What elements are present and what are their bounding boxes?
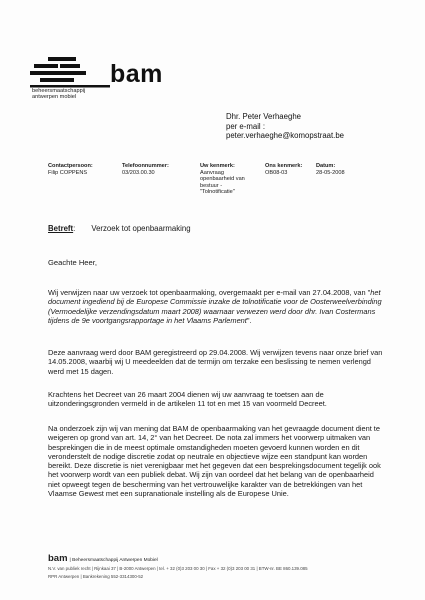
footer-bank-details: RPR Antwerpen | Bankrekening 552-3314300-52 [48, 574, 144, 579]
subject-line: Betreft: Verzoek tot openbaarmaking [48, 224, 191, 233]
salutation: Geachte Heer, [48, 258, 97, 267]
ref-your-reference: Uw kenmerk: Aanvraag openbaarheid van bestuur - "Tolnotificatie" [200, 163, 245, 196]
subject-label: Betreft [48, 224, 74, 233]
ref-phone: Telefoonnummer: 03/203.00.30 [122, 163, 169, 176]
recipient-via: per e-mail : [226, 121, 265, 131]
paragraph-3: Krachtens het Decreet van 26 maart 2004 dienen wij uw aanvraag te toetsen aan de uitzonderingsgronden vermeld in de artikelen 11 tot en met 15 van voormeld Decreet. [48, 390, 327, 409]
recipient-email: peter.verhaeghe@komopstraat.be [226, 131, 345, 141]
footer-logo: bam | Beheersmaatschappij Antwerpen Mobiel [48, 553, 158, 564]
ref-contact-person: Contactpersoon: Filip COPPENS [48, 163, 93, 176]
paragraph-4: Na onderzoek zijn wij van mening dat BAM de openbaarmaking van het gevraagde document dient te weigeren op grond van art. 14, 2° van het Decreet. De nota zal immers het voorwerp uitmaken van besprekingen die in de meest optimale omstandigheden moeten gevoerd kunnen worden en dit veronderstelt de nodige discretie zodat op neutrale en objectieve wijze een standpunt kan worden bereikt. Deze discretie is niet verenigbaar met het gegeven dat een besprekingsdocument tegelijk ook het voorwerp wordt van een publiek debat. Wij zijn van oordeel dat het belang van de openbaarheid niet opweegt tegen de bescherming van het vertrouwelijke karakter van de betrekkingen van het Vlaamse Gewest met een supranationale instelling als de Europese Unie. [48, 424, 381, 499]
bam-logo-stripes-icon [30, 55, 110, 90]
ref-our-reference: Ons kenmerk: OB08-03 [265, 163, 303, 176]
recipient-block [226, 112, 344, 141]
company-logo-wordmark: bam [110, 60, 163, 88]
paragraph-1: Wij verwijzen naar uw verzoek tot openbaarmaking, overgemaakt per e-mail van 27.04.2008, van "het document ingediend bij de Europese Commissie inzake de tolnotificatie voor de Oosterweelverbinding (Vermoedelijke verzendingsdatum maart 2008) waarnaar verwezen werd door dhr. Ivan Costermans tijdens de 9e voortgangsrapportage in het Vlaams Parlement". [48, 288, 382, 325]
ref-date: Datum: 28-05-2008 [316, 163, 345, 176]
recipient-name: Dhr. Peter Verhaeghe [226, 112, 301, 121]
paragraph-2: Deze aanvraag werd door BAM geregistreerd op 29.04.2008. Wij verwijzen tevens naar onze brief van 14.05.2008, waarbij wij U meedeelden dat de termijn om terzake een beslissing te nemen verlengd werd met 15 dagen. [48, 348, 383, 376]
company-logo-subtitle: beheersmaatschappij antwerpen mobiel [32, 88, 86, 101]
subject-text: Verzoek tot openbaarmaking [91, 224, 191, 233]
footer-company-details: N.V. van publiek recht | Rijnkaai 37 | B-2000 Antwerpen | tel. + 32 (0)3 203 00 30 | Fax + 32 (0)3 203 00 31 | BTW-nr. BE 860.139.085 [48, 566, 308, 571]
